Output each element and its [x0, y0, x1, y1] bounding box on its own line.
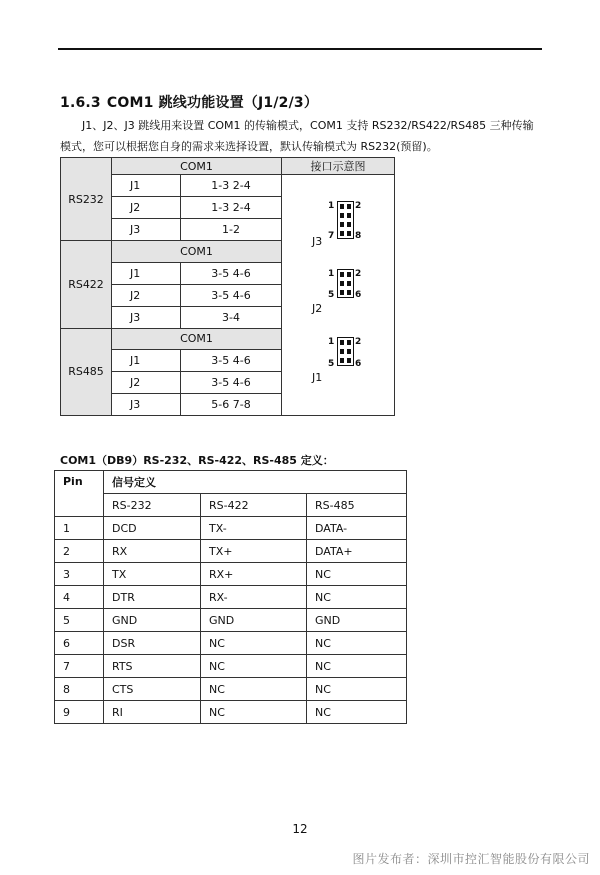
- jumper-pins: 3-4: [181, 306, 282, 328]
- pin-number: 1: [328, 337, 335, 347]
- jumper-diagram-panel: [282, 175, 395, 416]
- jumper-pins: 3-5 4-6: [181, 350, 282, 372]
- com1-header: COM1: [112, 158, 282, 175]
- rs232-cell: DSR: [104, 632, 201, 655]
- table-row: [55, 563, 407, 586]
- jumper-label: J3: [112, 306, 181, 328]
- jumper-label: J2: [112, 284, 181, 306]
- rs422-cell: GND: [201, 609, 307, 632]
- section-description: [60, 115, 546, 157]
- jumper-diagram-label: J3: [312, 235, 323, 248]
- jumper-pins: 5-6 7-8: [181, 394, 282, 416]
- pin-number-cell: 5: [55, 609, 104, 632]
- rs485-cell: GND: [307, 609, 407, 632]
- pin-number-cell: 9: [55, 701, 104, 724]
- jumper-header-icon: [337, 269, 354, 298]
- pin-number: 1: [328, 269, 335, 279]
- header-rule: [58, 48, 542, 50]
- table-row: [55, 540, 407, 563]
- mode-cell-rs485: RS485: [61, 328, 112, 416]
- jumper-label: J2: [112, 372, 181, 394]
- pin-number-cell: 7: [55, 655, 104, 678]
- pin-number-cell: 4: [55, 586, 104, 609]
- pin-number-cell: 8: [55, 678, 104, 701]
- table-row: [55, 517, 407, 540]
- jumper-label: J1: [112, 175, 181, 197]
- rs485-cell: NC: [307, 563, 407, 586]
- rs422-cell: TX-: [201, 517, 307, 540]
- pin-column-header: Pin: [55, 471, 104, 517]
- jumper-pins: 3-5 4-6: [181, 262, 282, 284]
- jumper-pins: 3-5 4-6: [181, 284, 282, 306]
- jumper-pins: 3-5 4-6: [181, 372, 282, 394]
- rs232-cell: DTR: [104, 586, 201, 609]
- pin-number: 2: [355, 269, 362, 279]
- rs422-cell: NC: [201, 655, 307, 678]
- rs422-cell: NC: [201, 678, 307, 701]
- pin-number-cell: 1: [55, 517, 104, 540]
- table-row: [55, 632, 407, 655]
- jumper-header-icon: [337, 337, 354, 366]
- com1-header: COM1: [112, 328, 282, 350]
- rs485-cell: NC: [307, 655, 407, 678]
- table-row: [55, 701, 407, 724]
- pin-number: 5: [328, 359, 335, 369]
- pin-number-cell: 6: [55, 632, 104, 655]
- rs232-cell: RX: [104, 540, 201, 563]
- rs485-cell: NC: [307, 678, 407, 701]
- rs485-cell: NC: [307, 701, 407, 724]
- pin-number: 6: [355, 290, 362, 300]
- table-row: [55, 678, 407, 701]
- rs232-cell: CTS: [104, 678, 201, 701]
- rs232-cell: TX: [104, 563, 201, 586]
- rs232-cell: RTS: [104, 655, 201, 678]
- description-line-1: J1、J2、J3 跳线用来设置 COM1 的传输模式，COM1 支持 RS232/RS422/RS485 三种传输: [82, 119, 534, 132]
- table-row: [55, 609, 407, 632]
- page-number: 12: [292, 822, 308, 836]
- table-row: [55, 655, 407, 678]
- publisher-watermark: 图片发布者：深圳市控汇智能股份有限公司: [352, 852, 590, 866]
- section-heading: [60, 92, 318, 112]
- rs422-cell: RX+: [201, 563, 307, 586]
- jumper-diagram-label: J1: [312, 371, 323, 384]
- rs485-subheader: RS-485: [307, 494, 407, 517]
- mode-cell-rs422: RS422: [61, 241, 112, 329]
- rs422-cell: RX-: [201, 586, 307, 609]
- pin-number: 6: [355, 359, 362, 369]
- rs485-cell: NC: [307, 632, 407, 655]
- rs232-cell: DCD: [104, 517, 201, 540]
- signal-column-header: 信号定义: [104, 471, 407, 494]
- jumper-label: J1: [112, 262, 181, 284]
- table-row: [55, 586, 407, 609]
- pin-number: 2: [355, 201, 362, 211]
- jumper-header-icon: [337, 201, 354, 239]
- com1-header: COM1: [112, 241, 282, 263]
- rs232-subheader: RS-232: [104, 494, 201, 517]
- pin-definition-table: [54, 470, 407, 724]
- rs485-cell: DATA-: [307, 517, 407, 540]
- jumper-settings-table: [60, 157, 395, 416]
- pin-number-cell: 3: [55, 563, 104, 586]
- jumper-label: J3: [112, 394, 181, 416]
- mode-cell-rs232: RS232: [61, 158, 112, 241]
- jumper-pins: 1-2: [181, 219, 282, 241]
- jumper-label: J2: [112, 197, 181, 219]
- jumper-diagram-label: J2: [312, 302, 323, 315]
- pin-table-caption: COM1（DB9）RS-232、RS-422、RS-485 定义：: [60, 454, 334, 467]
- pin-number: 1: [328, 201, 335, 211]
- jumper-label: J3: [112, 219, 181, 241]
- jumper-pins: 1-3 2-4: [181, 175, 282, 197]
- pin-number-cell: 2: [55, 540, 104, 563]
- description-line-2: 模式，您可以根据您自身的需求来选择设置，默认传输模式为 RS232(预留)。: [60, 140, 438, 153]
- rs422-cell: NC: [201, 632, 307, 655]
- rs232-cell: GND: [104, 609, 201, 632]
- pin-number: 7: [328, 231, 335, 241]
- section-number: 1.6.3: [60, 95, 101, 111]
- section-title: COM1 跳线功能设置（J1/2/3）: [106, 95, 319, 111]
- rs422-subheader: RS-422: [201, 494, 307, 517]
- rs485-cell: NC: [307, 586, 407, 609]
- pin-number: 8: [355, 231, 362, 241]
- jumper-pins: 1-3 2-4: [181, 197, 282, 219]
- rs232-cell: RI: [104, 701, 201, 724]
- rs422-cell: NC: [201, 701, 307, 724]
- rs422-cell: TX+: [201, 540, 307, 563]
- jumper-label: J1: [112, 350, 181, 372]
- rs485-cell: DATA+: [307, 540, 407, 563]
- pin-number: 2: [355, 337, 362, 347]
- diagram-header: 接口示意图: [282, 158, 395, 175]
- pin-number: 5: [328, 290, 335, 300]
